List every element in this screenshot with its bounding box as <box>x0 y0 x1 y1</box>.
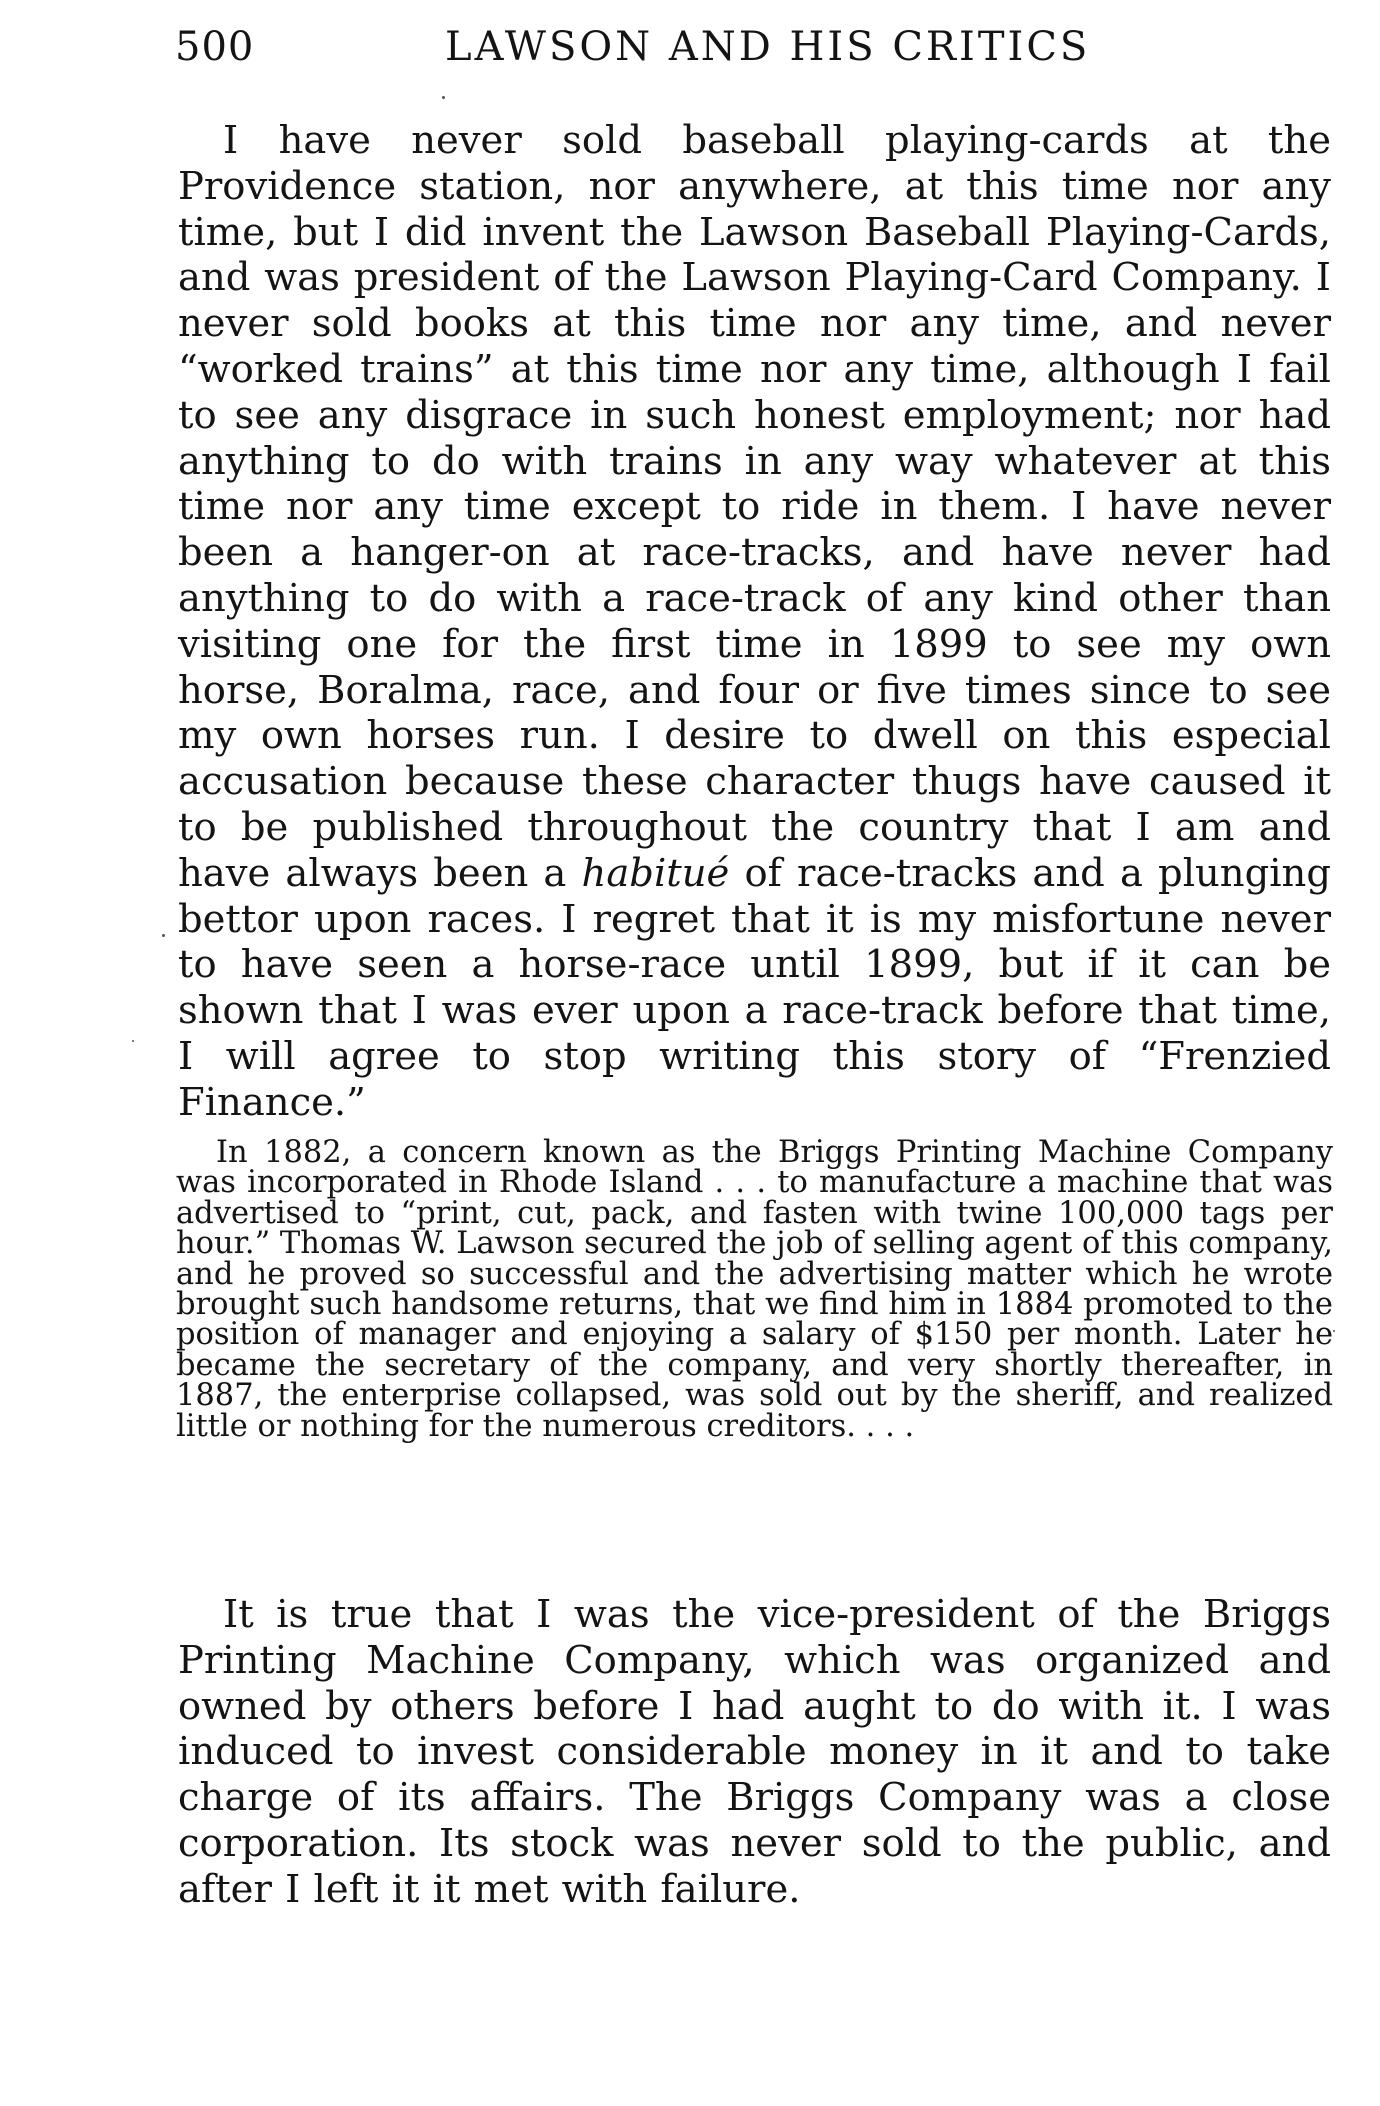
quoted-accusation: In 1882, a concern known as the Briggs Printing Machine Company was incorporated in Rhode Island . . . to manufacture a machine that was advertised to “print, cut, pack, and fasten with twine 100,000 tags per hour.” Thomas W. Lawson secured the job of selling agent of this company, and he proved so successful and the advertising matter which he wrote brought such handsome returns, that we find him in 1884 promoted to the position of manager and enjoying a salary of $150 per month. Later he became the secretary of the company, and very shortly thereafter, in 1887, the enterprise collapsed, was sold out by the sheriff, and realized little or nothing for the numerous creditors. . . . <box>176 1135 1333 1444</box>
running-title: LAWSON AND HIS CRITICS <box>445 24 1091 70</box>
scan-speck <box>442 96 445 99</box>
paragraph-denial <box>178 118 1331 1126</box>
scan-speck <box>162 934 165 937</box>
italic-term: habitué <box>581 850 730 896</box>
scan-speck <box>132 1040 134 1042</box>
paragraph-denial-text-a: I have never sold baseball playing-cards at the Providence station, nor anywhere, at this time nor any time, but I did invent the Lawson Baseball Playing-Cards, and was president of the Lawson Playing-Card Company. I never sold books at this time nor any time, and never “worked trains” at this time nor any time, although I fail to see any disgrace in such honest employment; nor had anything to do with trains in any way whatever at this time nor any time except to ride in them. I have never been a hanger-on at race-tracks, and have never had anything to do with a race-track of any kind other than visiting one for the first time in 1899 to see my own horse, Boralma, race, and four or five times since to see my own horses run. I desire to dwell on this especial accusation because these character thugs have caused it to be published throughout the country that I am and have always been a <box>178 118 1331 896</box>
page-header <box>175 22 1335 72</box>
paragraph-briggs-response: It is true that I was the vice-president of the Briggs Printing Machine Company, which was organized and owned by others before I had aught to do with it. I was induced to invest considerable money in it and to take charge of its affairs. The Briggs Company was a close corporation. Its stock was never sold to the public, and after I left it it met with failure. <box>178 1592 1331 1912</box>
paragraph-denial-text-b: of race-tracks and a plunging bettor upon races. I regret that it is my misfortune never to have seen a horse-race until 1899, but if it can be shown that I was ever upon a race-track before that time, I will agree to stop writing this story of “Frenzied Finance.” <box>178 850 1331 1125</box>
page-number: 500 <box>175 24 255 70</box>
scan-speck <box>1333 1330 1335 1332</box>
